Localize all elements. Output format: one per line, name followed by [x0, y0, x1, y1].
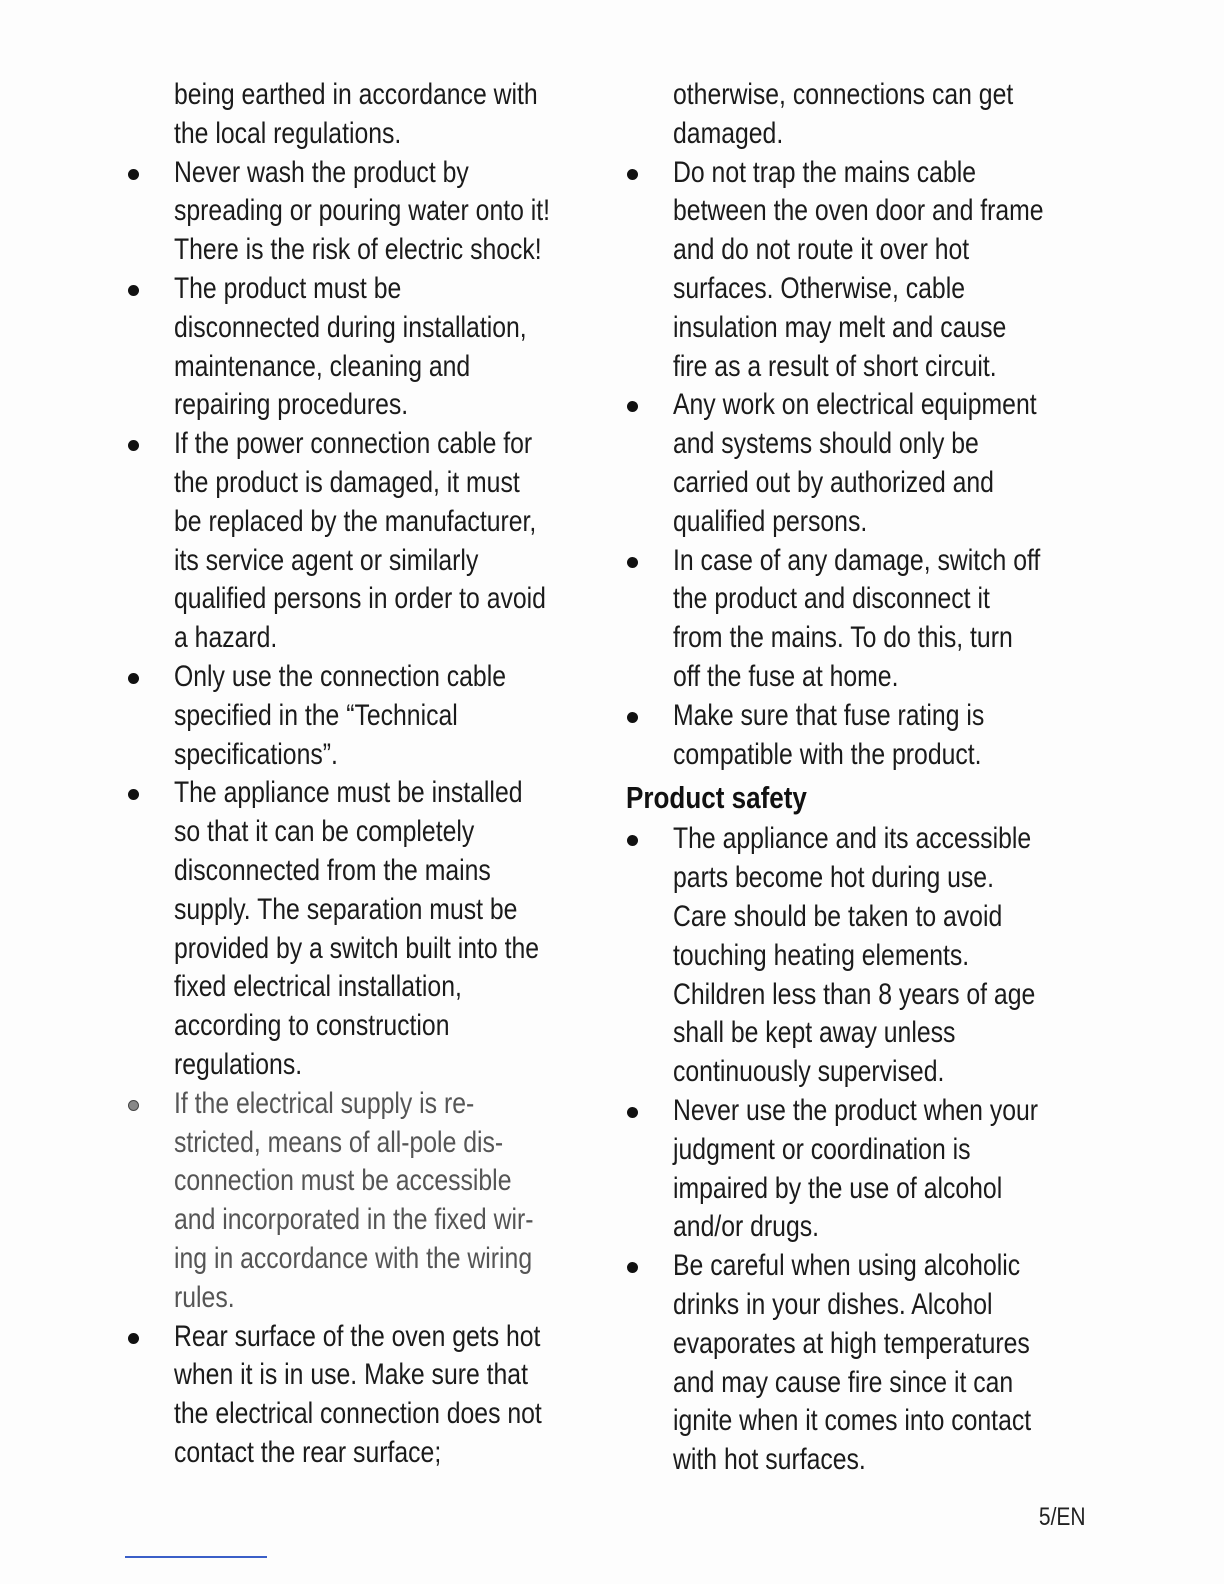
list-item: The product must be disconnected during installation, maintenance, cleaning and repairing procedures.: [174, 270, 614, 425]
footer-rule: [125, 1556, 267, 1558]
product-safety-list: [673, 820, 1103, 1480]
bullet-icon: [627, 557, 638, 568]
bullet-icon: [128, 1333, 139, 1344]
bullet-icon: [627, 1107, 638, 1118]
bullet-icon: [627, 712, 638, 723]
bullet-icon: [627, 169, 638, 180]
left-bullet-list: [174, 154, 614, 1473]
list-item: Any work on electrical equipment and systems should only be carried out by authorized and qualified persons.: [673, 386, 1103, 541]
bullet-icon: [627, 401, 638, 412]
left-column: [174, 76, 614, 1473]
bullet-icon: [128, 169, 139, 180]
continued-text: otherwise, connections can get damaged.: [673, 78, 1014, 150]
bullet-icon: [128, 1100, 139, 1111]
list-item: The appliance and its accessible parts become hot during use. Care should be taken to avoid touching heating elements. Children less than 8 years of age shall be kept away unless continuously supervised.: [673, 820, 1103, 1092]
list-item: Make sure that fuse rating is compatible with the product.: [673, 697, 1103, 775]
list-item: Rear surface of the oven gets hot when it is in use. Make sure that the electrical connection does not contact the rear surface;: [174, 1318, 614, 1473]
list-item: Never wash the product by spreading or pouring water onto it! There is the risk of electric shock!: [174, 154, 614, 270]
list-item: Only use the connection cable specified in the “Technical specifications”.: [174, 658, 614, 774]
list-item: Be careful when using alcoholic drinks in your dishes. Alcohol evaporates at high temperatures and may cause fire since it can ignite when it comes into contact with hot surfaces.: [673, 1247, 1103, 1480]
bullet-icon: [627, 835, 638, 846]
bullet-icon: [627, 1262, 638, 1273]
list-item: Do not trap the mains cable between the oven door and frame and do not route it over hot surfaces. Otherwise, cable insulation may melt and cause fire as a result of short circuit.: [673, 154, 1103, 387]
bullet-icon: [128, 440, 139, 451]
bullet-icon: [128, 673, 139, 684]
list-item: If the power connection cable for the product is damaged, it must be replaced by the manufacturer, its service agent or similarly qualified persons in order to avoid a hazard.: [174, 425, 614, 658]
page-number: 5/EN: [1039, 1503, 1086, 1531]
list-item: In case of any damage, switch off the product and disconnect it from the mains. To do this, turn off the fuse at home.: [673, 542, 1103, 697]
bullet-icon: [128, 285, 139, 296]
right-column: [626, 76, 1103, 1480]
list-item: Never use the product when your judgment or coordination is impaired by the use of alcohol and/or drugs.: [673, 1092, 1103, 1247]
list-item: If the electrical supply is re- stricted, means of all-pole dis- connection must be accessible and incorporated in the fixed wir- ing in accordance with the wiring rules.: [174, 1085, 614, 1318]
right-bullet-list: [673, 154, 1103, 775]
continued-text: being earthed in accordance with the local regulations.: [174, 78, 538, 150]
bullet-icon: [128, 789, 139, 800]
section-heading: Product safety: [626, 780, 807, 816]
list-item: The appliance must be installed so that it can be completely disconnected from the mains supply. The separation must be provided by a switch built into the fixed electrical installation, according to construction regulations.: [174, 774, 614, 1084]
